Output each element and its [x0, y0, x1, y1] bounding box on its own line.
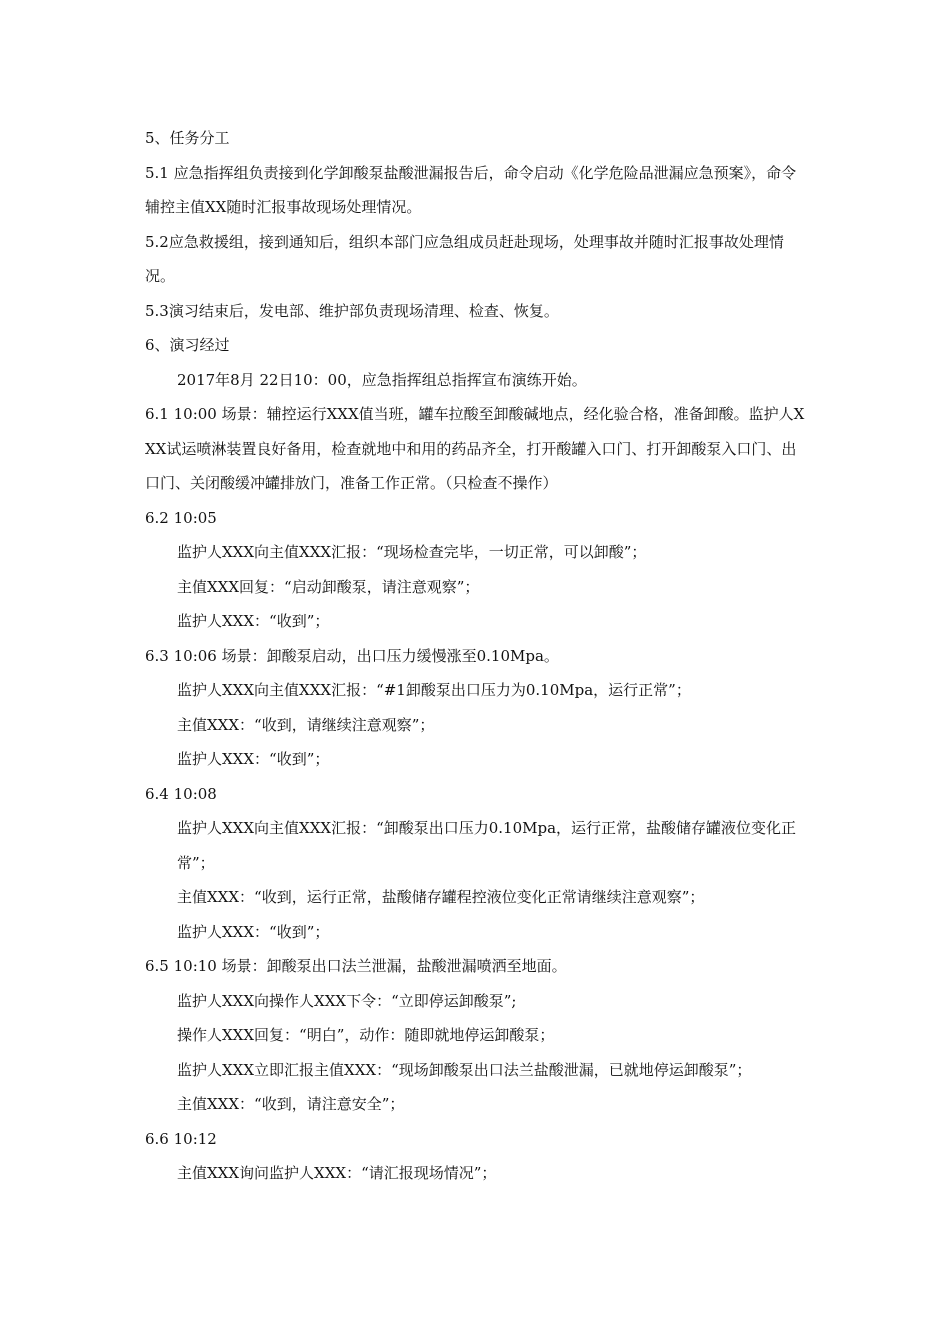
paragraph: 6.4 10:08	[145, 784, 217, 803]
paragraph: 主值XXX：“收到，请注意安全”；	[177, 1095, 405, 1113]
paragraph: 操作人XXX回复：“明白”，动作：随即就地停运卸酸泵；	[177, 1026, 555, 1044]
paragraph: 6.6 10:12	[145, 1129, 217, 1148]
paragraph: 6、演习经过	[145, 336, 230, 354]
paragraph: 主值XXX回复：“启动卸酸泵，请注意观察”；	[177, 577, 480, 596]
paragraph: 主值XXX：“收到，运行正常，盐酸储存罐程控液位变化正常请继续注意观察”；	[177, 888, 705, 906]
paragraph: 监护人XXX向主值XXX汇报：“#1卸酸泵出口压力为0.10Mpa，运行正常”；	[177, 681, 691, 699]
paragraph: 监护人XXX向主值XXX汇报：“卸酸泵出口压力0.10Mpa，运行正常，盐酸储存罐液位变化正常”；	[177, 819, 797, 872]
paragraph: 监护人XXX：“收到”；	[177, 612, 330, 630]
paragraph: 监护人XXX：“收到”；	[177, 750, 330, 768]
paragraph: 6.3 10:06 场景：卸酸泵启动，出口压力缓慢涨至0.10Mpa。	[145, 646, 559, 665]
paragraph: 5.1 应急指挥组负责接到化学卸酸泵盐酸泄漏报告后，命令启动《化学危险品泄漏应急预案》，命令辅控主值XX随时汇报事故现场处理情况。	[145, 163, 797, 216]
paragraph: 监护人XXX向操作人XXX下令：“立即停运卸酸泵”;	[177, 991, 517, 1010]
paragraph: 监护人XXX立即汇报主值XXX：“现场卸酸泵出口法兰盐酸泄漏，已就地停运卸酸泵”；	[177, 1060, 752, 1079]
paragraph: 6.5 10:10 场景：卸酸泵出口法兰泄漏，盐酸泄漏喷洒至地面。	[145, 957, 567, 975]
paragraph: 5.2应急救援组，接到通知后，组织本部门应急组成员赶赴现场，处理事故并随时汇报事故处理情况。	[145, 232, 784, 285]
paragraph: 6.2 10:05	[145, 508, 217, 527]
document-body	[145, 121, 810, 1191]
paragraph: 5、任务分工	[145, 129, 230, 147]
paragraph: 主值XXX：“收到，请继续注意观察”；	[177, 715, 435, 734]
paragraph: 监护人XXX向主值XXX汇报：“现场检查完毕，一切正常，可以卸酸”；	[177, 543, 647, 561]
paragraph: 监护人XXX：“收到”；	[177, 922, 330, 941]
paragraph: 5.3演习结束后，发电部、维护部负责现场清理、检查、恢复。	[145, 301, 559, 320]
paragraph: 2017年8月 22日10：00，应急指挥组总指挥宣布演练开始。	[177, 370, 587, 389]
paragraph: 主值XXX询问监护人XXX：“请汇报现场情况”；	[177, 1164, 497, 1182]
paragraph: 6.1 10:00 场景：辅控运行XXX值当班，罐车拉酸至卸酸碱地点，经化验合格，准备卸酸。监护人XXX试运喷淋装置良好备用，检查就地中和用的药品齐全，打开酸罐入口门、打开卸酸泵入口门、出口门、关闭酸缓冲罐排放门，准备工作正常。（只检查不操作）	[145, 405, 805, 492]
